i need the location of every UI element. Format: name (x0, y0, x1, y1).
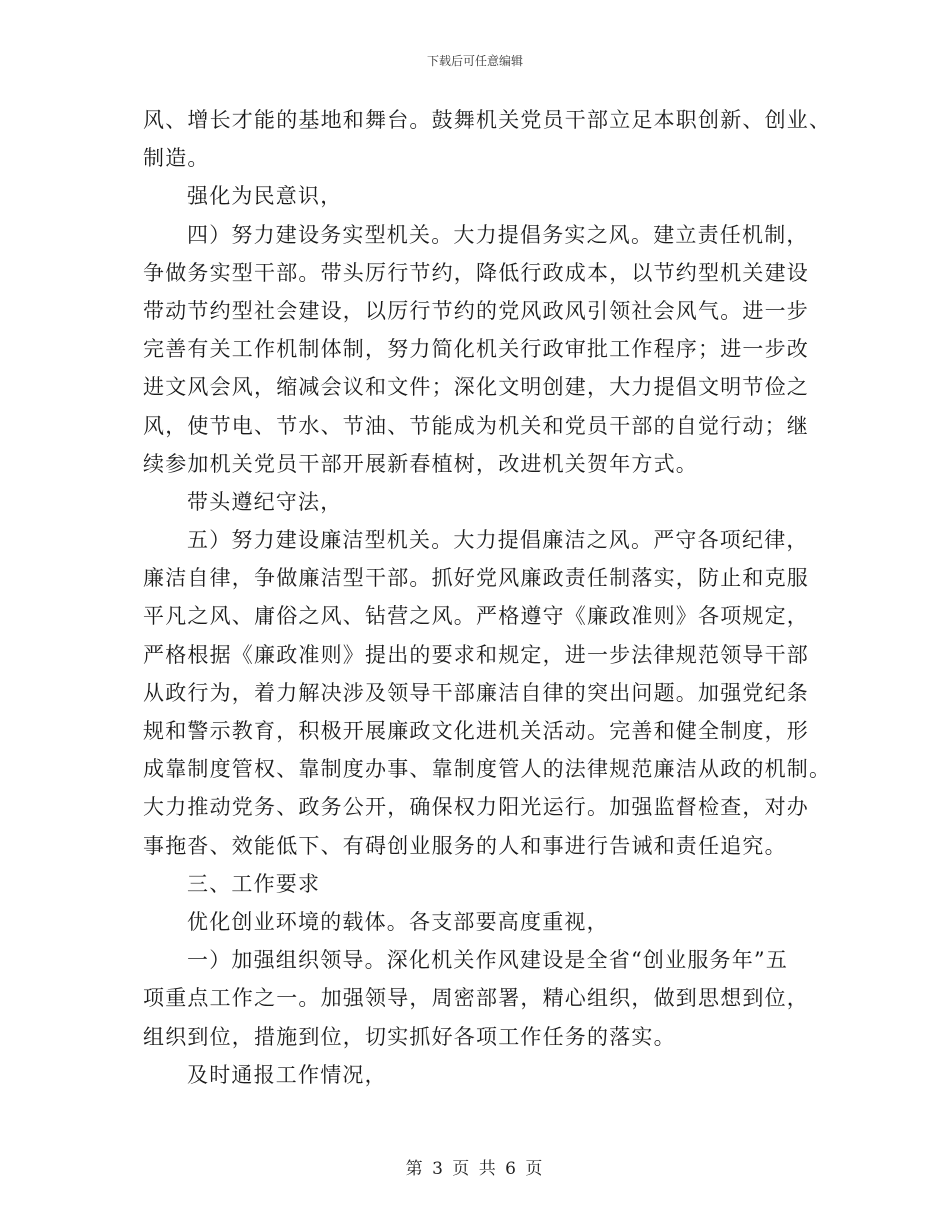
text-line: 一）加强组织领导。深化机关作风建设是全省“创业服务年”五 (187, 948, 789, 973)
text-line: 风，使节电、节水、节油、节能成为机关和党员干部的自觉行动；继 (143, 413, 809, 438)
document-body (143, 101, 832, 1094)
text-line: 平凡之风、庸俗之风、钻营之风。严格遵守《廉政准则》各项规定， (143, 604, 809, 629)
text-line: 续参加机关党员干部开展新春植树，改进机关贺年方式。 (143, 451, 698, 476)
text-line: 廉洁自律，争做廉洁型干部。抓好党风廉政责任制落实，防止和克服 (143, 566, 809, 591)
text-line: 严格根据《廉政准则》提出的要求和规定，进一步法律规范领导干部 (143, 642, 809, 667)
page-header: 下载后可任意编辑 (426, 54, 523, 68)
text-line: 规和警示教育，积极开展廉政文化进机关活动。完善和健全制度，形 (143, 719, 809, 743)
text-line: 风、增长才能的基地和舞台。鼓舞机关党员干部立足本职创新、创业、 (143, 108, 832, 132)
text-line: 进文风会风，缩减会议和文件；深化文明创建，大力提倡文明节俭之 (143, 375, 809, 400)
text-line: 事拖沓、效能低下、有碍创业服务的人和事进行告诫和责任追究。 (143, 833, 787, 858)
text-line: 四）努力建设务实型机关。大力提倡务实之风。建立责任机制， (187, 222, 809, 247)
text-line: 及时通报工作情况， (187, 1062, 387, 1087)
text-line: 优化创业环境的载体。各支部要高度重视， (187, 909, 609, 934)
text-line: 带动节约型社会建设，以厉行节约的党风政风引领社会风气。进一步 (143, 298, 809, 323)
text-line: 强化为民意识， (187, 184, 343, 209)
text-line: 组织到位，措施到位，切实抓好各项工作任务的落实。 (143, 1024, 676, 1049)
text-line: 争做务实型干部。带头厉行节约，降低行政成本，以节约型机关建设 (143, 260, 809, 285)
text-line: 三、工作要求 (187, 871, 321, 896)
text-line: 制造。 (143, 146, 210, 171)
page-footer: 第 3 页 共 6 页 (405, 1159, 545, 1179)
text-line: 从政行为，着力解决涉及领导干部廉洁自律的突出问题。加强党纪条 (143, 680, 809, 705)
text-line: 成靠制度管权、靠制度办事、靠制度管人的法律规范廉洁从政的机制。 (143, 757, 832, 782)
text-line: 大力推动党务、政务公开，确保权力阳光运行。加强监督检查，对办 (143, 795, 809, 820)
text-line: 完善有关工作机制体制，努力简化机关行政审批工作程序；进一步改 (143, 337, 809, 362)
text-line: 五）努力建设廉洁型机关。大力提倡廉洁之风。严守各项纪律， (187, 528, 809, 553)
text-line: 带头遵纪守法， (187, 489, 343, 514)
text-line: 项重点工作之一。加强领导，周密部署，精心组织，做到思想到位， (143, 986, 809, 1011)
